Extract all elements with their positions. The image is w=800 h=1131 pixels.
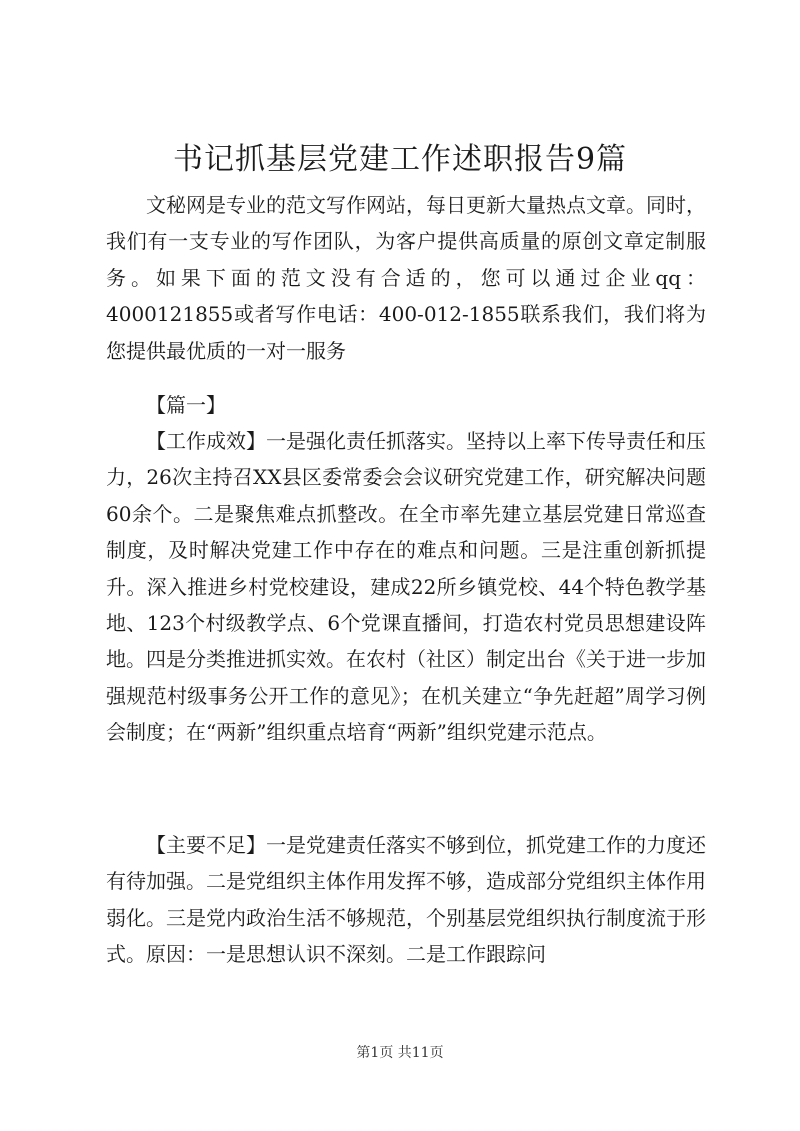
section-heading-block — [106, 387, 706, 423]
achievements-paragraph: 【工作成效】一是强化责任抓落实。坚持以上率下传导责任和压力，26次主持召XX县区委常委会会议研究党建工作，研究解决问题60余个。二是聚焦难点抓整改。在全市率先建立基层党建日常巡查制度，及时解决党建工作中存在的难点和问题。三是注重创新抓提升。深入推进乡村党校建设，建成22所乡镇党校、44个特色教学基地、123个村级教学点、6个党课直播间，打造农村党员思想建设阵地。四是分类推进抓实效。在农村（社区）制定出台《关于进一步加强规范村级事务公开工作的意见》；在机关建立“争先赶超”周学习例会制度；在“两新”组织重点培育“两新”组织党建示范点。 — [106, 429, 706, 745]
intro-paragraph: 文秘网是专业的范文写作网站，每日更新大量热点文章。同时，我们有一支专业的写作团队，为客户提供高质量的原创文章定制服务。如果下面的范文没有合适的，您可以通过企业qq：4000121855或者写作电话：400-012-1855联系我们，我们将为您提供最优质的一对一服务 — [106, 193, 706, 363]
achievements-paragraph-block — [106, 423, 706, 751]
shortcomings-paragraph: 【主要不足】一是党建责任落实不够到位，抓党建工作的力度还有待加强。二是党组织主体作用发挥不够，造成部分党组织主体作用弱化。三是党内政治生活不够规范，个别基层党组织执行制度流于形式。原因：一是思想认识不深刻。二是工作跟踪问 — [106, 833, 706, 967]
intro-paragraph-block — [106, 187, 706, 369]
shortcomings-paragraph-block — [106, 827, 706, 973]
page-number-footer: 第1页 共11页 — [356, 1045, 444, 1061]
document-title: 书记抓基层党建工作述职报告9篇 — [172, 142, 628, 177]
section-heading: 【篇一】 — [146, 393, 226, 417]
